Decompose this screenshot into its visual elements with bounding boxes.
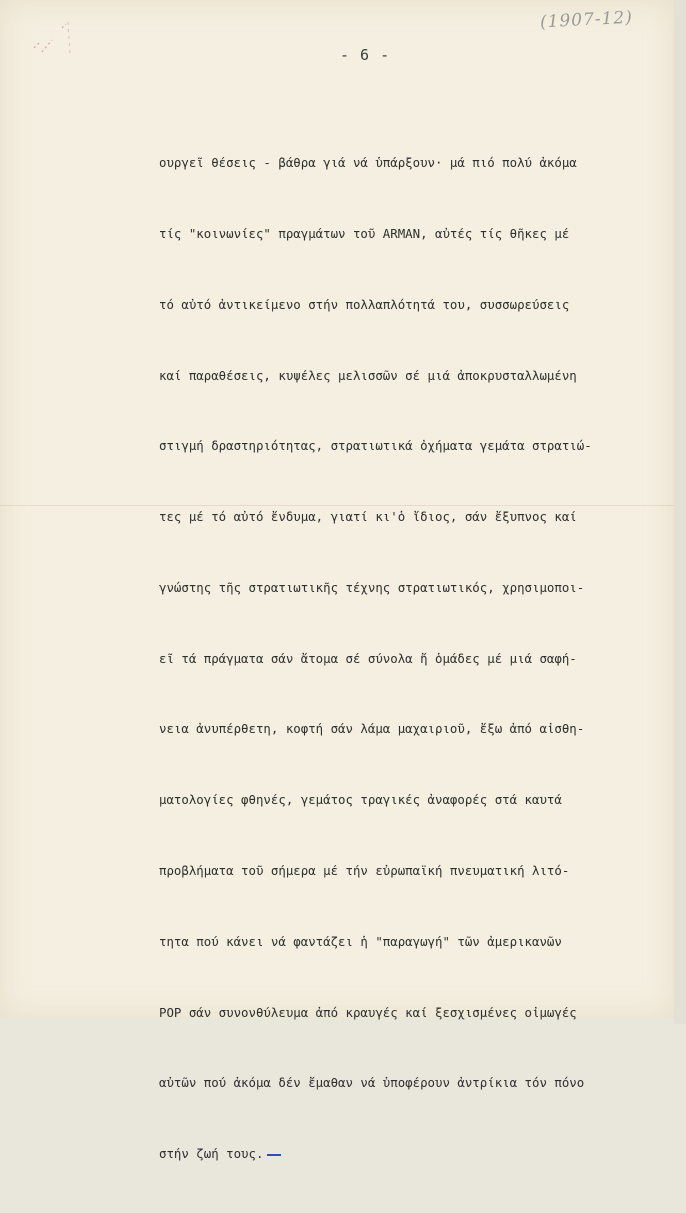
body-text xyxy=(159,104,679,1213)
text-line: νεια ἀνυπέρθετη, κοφτή σάν λάμα μαχαιριοῦ, ἔξω ἀπό αἰσθη- xyxy=(159,721,585,737)
text-line: αὐτῶν πού ἀκόμα δέν ἔμαθαν νά ὑποφέρουν ἀντρίκια τόν πόνο xyxy=(159,1075,585,1091)
text-line: τίς "κοινωνίες" πραγμάτων τοῦ ARMAN, αὐτές τίς θῆκες μέ xyxy=(159,225,570,241)
last-text-line xyxy=(159,1142,679,1166)
text-line: ματολογίες φθηνές, γεμάτος τραγικές ἀναφορές στά καυτά xyxy=(159,792,562,808)
page-number: - 6 - xyxy=(340,46,391,64)
text-line: ουργεῖ θέσεις - βάθρα γιά νά ὑπάρξουν· μά πιό πολύ ἀκόμα xyxy=(159,155,577,171)
pencil-mark-icon xyxy=(22,18,82,58)
text-line: τητα πού κάνει νά φαντάζει ἡ "παραγωγή" τῶν ἀμερικανῶν xyxy=(159,933,562,949)
end-dash-mark xyxy=(267,1154,281,1156)
text-line: γνώστης τῆς στρατιωτικῆς τέχνης στρατιωτικός, χρησιμοποι- xyxy=(159,579,585,595)
text-line: στιγμή δραστηριότητας, στρατιωτικά ὀχήματα γεμάτα στρατιώ- xyxy=(159,438,592,454)
text-line: εῖ τά πράγματα σάν ἄτομα σέ σύνολα ἤ ὁμάδες μέ μιά σαφή- xyxy=(159,650,577,666)
text-line: POP σάν συνονθύλευμα ἀπό κραυγές καί ξεσχισμένες οἰμωγές xyxy=(159,1004,577,1020)
page-edge xyxy=(674,0,686,1024)
text-line: προβλήματα τοῦ σήμερα μέ τήν εὐρωπαϊκή πνευματική λιτό- xyxy=(159,863,570,878)
text-line: τό αὐτό ἀντικείμενο στήν πολλαπλότητά του, συσσωρεύσεις xyxy=(159,296,570,312)
text-line: καί παραθέσεις, κυψέλες μελισσῶν σέ μιά ἀποκρυσταλλωμένη xyxy=(159,367,577,383)
archive-date-note: (1907-12) xyxy=(539,7,634,33)
text-line: τες μέ τό αὐτό ἔνδυμα, γιατί κι'ὁ ἴδιος, σάν ἔξυπνος καί xyxy=(159,509,577,525)
text-line-content: στήν ζωή τους. xyxy=(159,1146,264,1162)
